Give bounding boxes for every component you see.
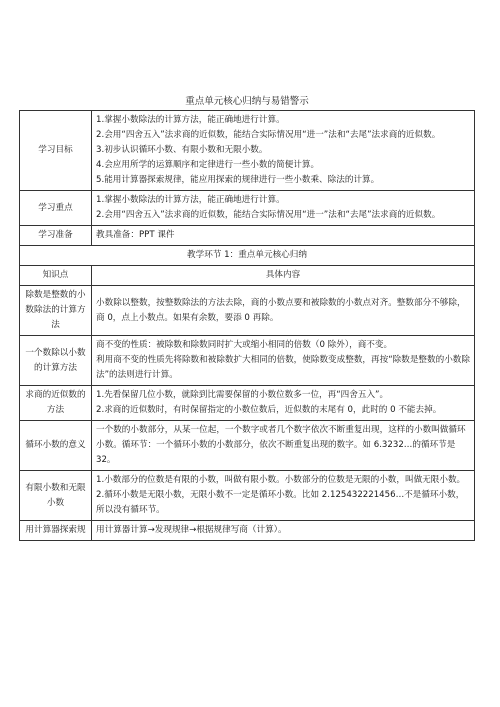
knowledge-content (92, 336, 475, 386)
key-points-content (92, 191, 475, 226)
knowledge-label: 求商的近似数的方法 (20, 386, 92, 421)
key-point-item: 2.会用“四舍五入”法求商的近似数，能结合实际情况用“进一”法和“去尾”法求商的近似数。 (96, 210, 441, 220)
goal-item: 4.会应用所学的运算顺序和定律进行一些小数的简便计算。 (96, 160, 320, 170)
knowledge-content (92, 521, 475, 541)
prep-row (20, 226, 475, 246)
knowledge-line: 商不变的性质：被除数和除数同时扩大或缩小相同的倍数（0 除外），商不变。 (96, 340, 393, 350)
knowledge-row (20, 521, 475, 541)
knowledge-row (20, 421, 475, 471)
document (19, 94, 475, 541)
column-header-knowledge: 知识点 (20, 266, 92, 286)
knowledge-label: 循环小数的意义 (20, 421, 92, 471)
knowledge-label: 用计算器探索规 (20, 521, 92, 541)
goal-item: 1.掌握小数除法的计算方法，能正确地进行计算。 (96, 115, 285, 125)
goal-item: 2.会用“四舍五入”法求商的近似数，能结合实际情况用“进一”法和“去尾”法求商的近似数。 (96, 130, 441, 140)
knowledge-content (92, 471, 475, 521)
knowledge-content (92, 286, 475, 336)
knowledge-line: 2.求商的近似数时，有时保留指定的小数位数后，近似数的末尾有 0，此时的 0 不能去掉。 (96, 405, 442, 415)
column-header-content: 具体内容 (92, 266, 475, 286)
knowledge-line: 一个数的小数部分，从某一位起，一个数字或者几个数字依次不断重复出现，这样的小数叫做循环小数。循环节：一个循环小数的小数部分，依次不断重复出现的数字。如 6.3232…的循环节是 32。 (96, 425, 466, 465)
knowledge-line: 1.先看保留几位小数，就除到比需要保留的小数位数多一位，再“四舍五入”。 (96, 390, 389, 400)
knowledge-row (20, 286, 475, 336)
knowledge-line: 1.小数部分的位数是有限的小数，叫做有限小数。小数部分的位数是无限的小数，叫做无限小数。 (96, 475, 466, 485)
knowledge-row (20, 471, 475, 521)
document-title: 重点单元核心归纳与易错警示 (185, 96, 309, 107)
knowledge-content (92, 421, 475, 471)
goals-label: 学习目标 (20, 111, 92, 191)
goals-row (20, 111, 475, 191)
key-points-label: 学习重点 (20, 191, 92, 226)
knowledge-label: 一个数除以小数的计算方法 (20, 336, 92, 386)
goals-content (92, 111, 475, 191)
goal-item: 5.能用计算器探索规律，能应用探索的规律进行一些小数乘、除法的计算。 (96, 175, 380, 185)
key-points-row (20, 191, 475, 226)
knowledge-label: 有限小数和无限小数 (20, 471, 92, 521)
knowledge-row (20, 336, 475, 386)
prep-value: 教具准备：PPT 课件 (92, 226, 475, 246)
knowledge-label: 除数是整数的小数除法的计算方法 (20, 286, 92, 336)
header-row (20, 266, 475, 286)
knowledge-row (20, 386, 475, 421)
prep-label: 学习准备 (20, 226, 92, 246)
section-title-row (20, 246, 475, 266)
knowledge-content (92, 386, 475, 421)
goal-item: 3.初步认识循环小数、有限小数和无限小数。 (96, 145, 268, 155)
key-point-item: 1.掌握小数除法的计算方法，能正确地进行计算。 (96, 195, 285, 205)
knowledge-line: 利用商不变的性质先将除数和被除数扩大相同的倍数，使除数变成整数，再按“除数是整数的小数除法”的法则进行计算。 (96, 355, 470, 380)
lesson-table (19, 110, 475, 541)
knowledge-line: 小数除以整数，按整数除法的方法去除，商的小数点要和被除数的小数点对齐。整数部分不够除，商 0，点上小数点。如果有余数，要添 0 再除。 (96, 297, 466, 323)
knowledge-line: 2.循环小数是无限小数，无限小数不一定是循环小数。比如 2.125432221456…不是循环小数，所以没有循环节。 (96, 490, 465, 515)
knowledge-line: 用计算器计算→发现规律→根据规律写商（计算）。 (96, 525, 287, 535)
section-title: 教学环节 1：重点单元核心归纳 (20, 246, 475, 266)
